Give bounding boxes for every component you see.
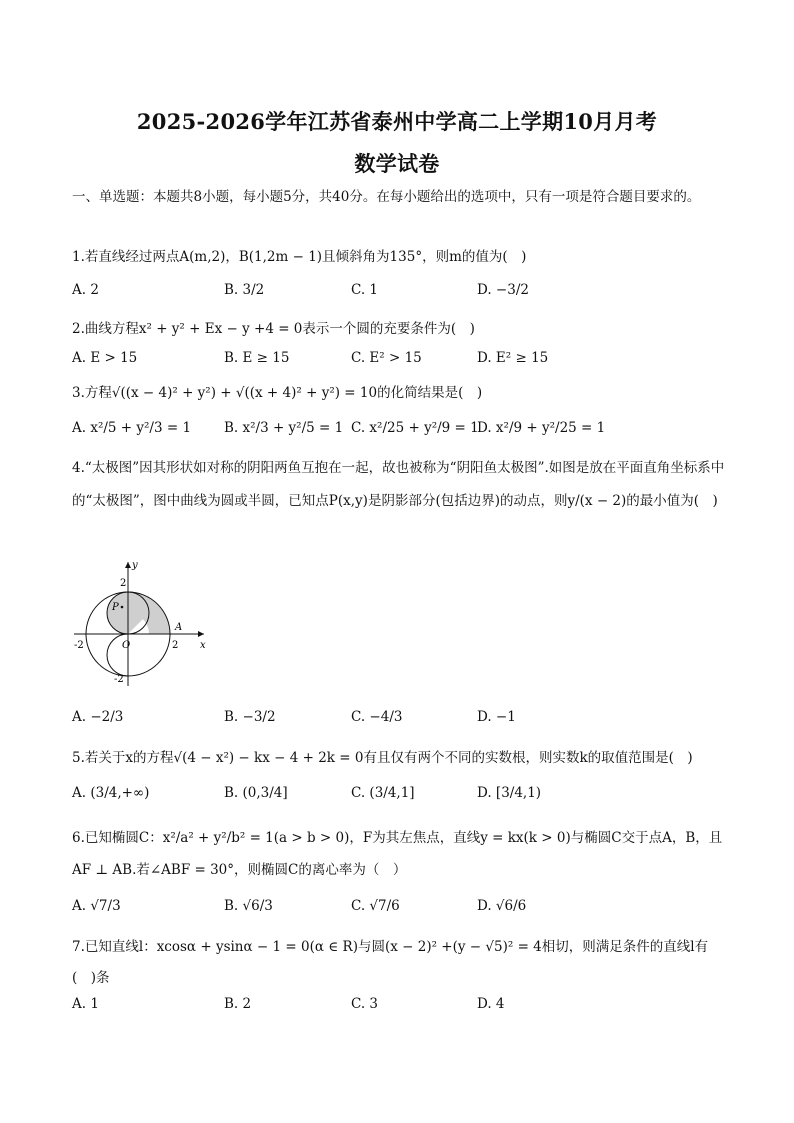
q3-option-c: C. x²/25 + y²/9 = 1 [351,420,479,436]
question-3-stem: 3.方程√((x − 4)² + y²) + √((x + 4)² + y²) = 10的化简结果是( ) [72,385,483,401]
q1-option-a: A. 2 [72,282,99,298]
x-axis-arrow [198,631,204,637]
q1-option-c: C. 1 [351,282,379,298]
q2-option-d: D. E² ≥ 15 [477,350,549,366]
q5-option-d: D. [3/4,1) [477,785,542,801]
q3-option-a: A. x²/5 + y²/3 = 1 [72,420,192,436]
exam-subtitle: 数学试卷 [354,151,440,176]
q7-option-c: C. 3 [351,996,379,1012]
question-7-options [72,996,732,1024]
q6-option-b: B. √6/3 [224,898,273,914]
label-point-a: A [175,622,183,633]
section-heading: 一、单选题：本题共8小题，每小题5分，共40分。在每小题给出的选项中，只有一项是符合题目要求的。 [72,189,701,205]
label-left-2: -2 [74,640,84,651]
q5-option-b: B. (0,3/4] [224,785,288,801]
question-3-options [72,420,732,448]
question-1-stem: 1.若直线经过两点A(m,2)，B(1,2m − 1)且倾斜角为135°，则m的值为( ) [72,249,527,265]
question-4-options [72,709,732,737]
q3-option-d: D. x²/9 + y²/25 = 1 [477,420,606,436]
question-6-options [72,898,732,926]
taiji-figure [72,558,212,692]
label-y-axis: y [132,560,138,571]
question-5-options [72,785,732,813]
q2-option-b: B. E ≥ 15 [224,350,290,366]
q5-option-c: C. (3/4,1] [351,785,415,801]
q6-option-a: A. √7/3 [72,898,121,914]
q6-option-c: C. √7/6 [351,898,400,914]
question-4-stem: 4.“太极图”因其形状如对称的阴阳两鱼互抱在一起，故也被称为“阴阳鱼太极图”.如图是放在平面直角坐标系中的“太极图”，图中曲线为圆或半圆，已知点P(x,y)是阴影部分(包括边界)的动点，则y/(x − 2)的最小值为( ) [72,460,725,509]
q4-option-d: D. −1 [477,709,516,725]
question-2-stem: 2.曲线方程x² + y² + Ex − y +4 = 0表示一个圆的充要条件为( ) [72,321,475,337]
taiji-diagram [72,558,212,688]
question-2-options [72,350,732,378]
question-5-stem: 5.若关于x的方程√(4 − x²) − kx − 4 + 2k = 0有且仅有两个不同的实数根，则实数k的取值范围是( ) [72,750,693,766]
q7-option-d: D. 4 [477,996,505,1012]
q2-option-a: A. E > 15 [72,350,138,366]
label-x-axis: x [200,640,206,651]
exam-title: 2025-2026学年江苏省泰州中学高二上学期10月月考 [136,109,658,134]
label-top-2: 2 [120,578,127,589]
label-right-2: 2 [172,640,179,651]
question-1-options [72,282,732,310]
question-6-stem: 6.已知椭圆C：x²/a² + y²/b² = 1(a > b > 0)，F为其左焦点，直线y = kx(k > 0)与椭圆C交于点A，B，且AF ⊥ AB.若∠ABF = 30°，则椭圆C的离心率为（ ） [72,830,723,878]
q6-option-d: D. √6/6 [477,898,527,914]
label-origin: O [122,640,131,651]
q4-option-a: A. −2/3 [72,709,124,725]
y-axis-arrow [125,562,131,568]
point-p-dot [121,606,124,609]
q4-option-c: C. −4/3 [351,709,403,725]
label-point-p: P [112,602,119,613]
question-7-stem: 7.已知直线l：xcosα + ysinα − 1 = 0(α ∈ R)与圆(x − 2)² +(y − √5)² = 4相切，则满足条件的直线l有( )条 [72,939,709,986]
q3-option-b: B. x²/3 + y²/5 = 1 [224,420,344,436]
q1-option-d: D. −3/2 [477,282,529,298]
q1-option-b: B. 3/2 [224,282,265,298]
label-bottom-2: -2 [114,674,124,685]
q7-option-b: B. 2 [224,996,252,1012]
q5-option-a: A. (3/4,+∞) [72,785,150,801]
q2-option-c: C. E² > 15 [351,350,422,366]
q4-option-b: B. −3/2 [224,709,276,725]
q7-option-a: A. 1 [72,996,99,1012]
